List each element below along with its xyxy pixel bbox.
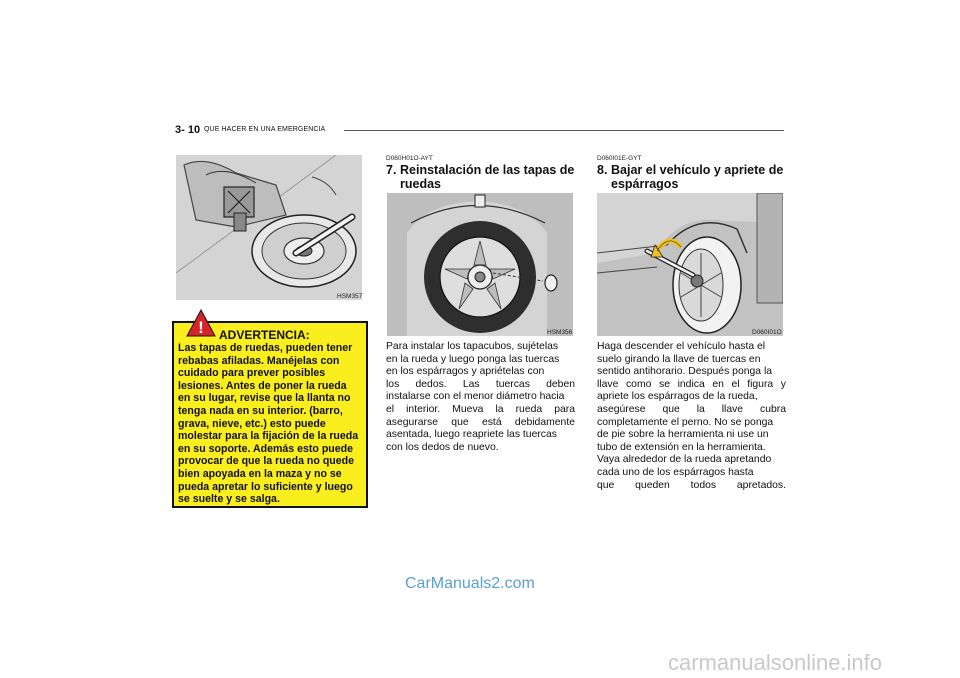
section7-line: Para instalar los tapacubos, sujételas xyxy=(386,341,559,352)
figure-code-right: D060I01O xyxy=(752,329,782,336)
page-number: 3- 10 xyxy=(175,124,201,136)
figure-jack-spare-wheel xyxy=(176,155,362,300)
section8-line: llave como se indica en el figura y xyxy=(597,378,786,390)
section7-line: el interior. Mueva la rueda para xyxy=(386,403,575,415)
watermark-carmanualsonline[interactable]: carmanualsonline.info xyxy=(668,650,883,675)
figure-lowering-vehicle xyxy=(597,193,783,336)
warning-line: se suelte y se salga. xyxy=(178,493,280,506)
warning-line: en su soporte. Además esto puede xyxy=(178,442,354,455)
section8-line: que queden todos apretados. xyxy=(597,479,786,491)
section7-line: en los espárragos y apriételas con xyxy=(386,366,545,378)
section8-title-line1: Bajar el vehículo y apriete de xyxy=(611,163,784,177)
section7-code: D060H01O-AYT xyxy=(386,155,433,162)
section7-line: asegurarse que está debidamente xyxy=(386,416,575,428)
section7-title-line1: Reinstalación de las tapas de xyxy=(400,163,575,177)
section7-line: asentada, luego reapriete las tuercas xyxy=(386,429,557,441)
section8-title-line2: espárragos xyxy=(611,177,679,191)
section8-line: de pie sobre la herramienta ni use un xyxy=(597,429,769,441)
section7-line: con los dedos de nuevo. xyxy=(386,441,499,453)
section7-title xyxy=(386,163,586,191)
section8-line: suelo girando la llave de tuercas en xyxy=(597,353,761,365)
header-rule xyxy=(344,130,784,131)
section7-line: instalarse con el menor diámetro hacia xyxy=(386,391,565,403)
warning-line: tenga nada en su interior. (barro, xyxy=(178,404,343,417)
jack-spare-wheel-illustration-icon xyxy=(176,155,362,300)
section8-line: cada uno de los espárragos hasta xyxy=(597,466,754,478)
warning-line: bien apoyada en la maza y no se xyxy=(178,467,342,480)
section7-number: 7. xyxy=(386,163,397,177)
section8-code: D060I01E-GYT xyxy=(597,155,642,162)
section8-line: tubo de extensión en la herramienta. xyxy=(597,441,766,453)
wheel-hubcap-illustration-icon xyxy=(387,193,573,336)
section8-line: sentido antihorario. Después ponga la xyxy=(597,366,773,378)
figure-wheel-hubcap xyxy=(387,193,573,336)
warning-triangle-icon xyxy=(186,309,216,342)
warning-body xyxy=(178,342,364,506)
warning-line: rebabas afiladas. Manéjelas con xyxy=(178,354,340,367)
warning-box xyxy=(172,318,368,508)
warning-symbol: ! xyxy=(198,318,204,337)
section7-line: en la rueda y luego ponga las tuercas xyxy=(386,353,560,365)
warning-line: en su lugar, revise que la llanta no xyxy=(178,392,351,405)
section7-body xyxy=(386,341,575,454)
warning-line: pueda apretar lo suficiente y luego xyxy=(178,480,353,493)
warning-title: ADVERTENCIA: xyxy=(219,328,310,342)
warning-line: cuidado para prever posibles xyxy=(178,367,326,380)
section8-line: Vaya alrededor de la rueda apretando xyxy=(597,454,772,466)
section8-title xyxy=(597,163,797,191)
watermark-carmanuals2[interactable]: CarManuals2.com xyxy=(405,575,535,592)
section7-line: los dedos. Las tuercas deben xyxy=(386,378,575,390)
section8-body xyxy=(597,341,786,492)
section7-title-line2: ruedas xyxy=(400,177,441,191)
section8-line: Haga descender el vehículo hasta el xyxy=(597,341,766,352)
warning-line: Las tapas de ruedas, pueden tener xyxy=(178,342,353,354)
section-header-title: QUE HACER EN UNA EMERGENCIA xyxy=(204,126,326,133)
section8-number: 8. xyxy=(597,163,608,177)
warning-line: molestar para la fijación de la rueda xyxy=(178,430,359,443)
warning-line: provocar de que la rueda no quede xyxy=(178,455,355,468)
section8-line: asegúrese que la llave cubra xyxy=(597,403,786,415)
warning-line: grava, nieve, etc.) esto puede xyxy=(178,417,326,430)
figure-code-middle: HSM356 xyxy=(547,329,573,336)
section8-line: apriete los espárragos de la rueda, xyxy=(597,391,758,403)
lowering-vehicle-wrench-illustration-icon xyxy=(597,193,783,336)
section8-line: completamente el perno. No se ponga xyxy=(597,416,774,428)
figure-code-left: HSM357 xyxy=(337,293,363,300)
warning-line: lesiones. Antes de poner la rueda xyxy=(178,379,347,392)
